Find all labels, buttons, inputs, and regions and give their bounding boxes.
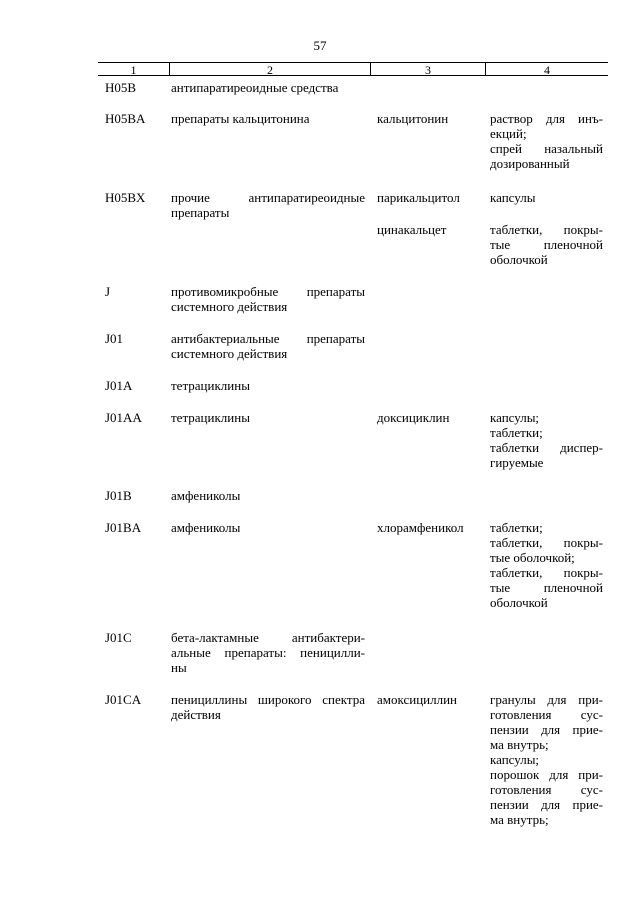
form-line: екций; [490,126,527,141]
form-line: готовления сус- [490,782,603,797]
form-line: дозированный [490,156,570,171]
group-line: действия [171,707,221,722]
dosage-forms [490,190,603,205]
group-name [171,331,365,361]
form-line: готовления сус- [490,707,603,722]
group-name [171,630,365,675]
atc-code: J01BA [105,520,142,535]
group-line: прочие антипаратиреоидные [171,190,365,205]
dosage-forms [490,520,603,610]
form-line: оболочкой [490,252,548,267]
group-name: амфениколы [171,520,241,535]
group-name [171,284,365,314]
group-name [171,692,365,722]
group-line: системного действия [171,299,288,314]
form-line: капсулы; [490,410,540,425]
form-line: ма внутрь; [490,737,549,752]
form-line: гируемые [490,455,544,470]
group-name: препараты кальцитонина [171,111,310,126]
form-line: спрей назальный [490,141,603,156]
group-line: антибактериальные препараты [171,331,365,346]
column-header-2: 2 [169,62,370,76]
group-name: антипаратиреоидные средства [171,80,339,95]
drug-name: амоксициллин [377,692,458,707]
form-line: ма внутрь; [490,812,549,827]
dosage-forms [490,692,603,827]
form-line: таблетки; [490,425,543,440]
column-header-4: 4 [485,62,608,76]
atc-code: J [105,284,111,299]
form-line: тые оболочкой; [490,550,575,565]
drug-name: цинакальцет [377,222,447,237]
form-line: таблетки, покры- [490,222,603,237]
form-line: тые пленочной [490,237,603,252]
group-line: бета-лактамные антибактери- [171,630,365,645]
drug-name: доксициклин [377,410,450,425]
dosage-forms [490,410,603,470]
group-line: препараты [171,205,230,220]
group-name: тетрациклины [171,410,250,425]
page-number: 57 [313,38,327,53]
atc-code: J01A [105,378,133,393]
atc-code: J01AA [105,410,142,425]
form-line: таблетки, покры- [490,565,603,580]
form-line: гранулы для при- [490,692,603,707]
atc-code: H05BA [105,111,146,126]
atc-code: J01CA [105,692,142,707]
dosage-forms [490,222,603,267]
column-header-1: 1 [98,62,169,76]
atc-code: H05BX [105,190,146,205]
atc-code: J01C [105,630,132,645]
form-line: тые пленочной [490,580,603,595]
form-line: пензии для прие- [490,722,603,737]
atc-code: H05B [105,80,137,95]
form-line: капсулы; [490,752,540,767]
group-name: амфениколы [171,488,241,503]
form-line: раствор для инъ- [490,111,603,126]
drug-name: кальцитонин [377,111,449,126]
form-line: таблетки, покры- [490,535,603,550]
atc-code: J01 [105,331,124,346]
form-line: таблетки; [490,520,543,535]
group-line: ны [171,660,187,675]
drug-name: хлорамфеникол [377,520,464,535]
group-line: пенициллины широкого спектра [171,692,365,707]
group-line: альные препараты: пеницилли- [171,645,365,660]
group-line: системного действия [171,346,288,361]
form-line: капсулы [490,190,536,205]
form-line: оболочкой [490,595,548,610]
group-name: тетрациклины [171,378,250,393]
dosage-forms [490,111,603,171]
form-line: порошок для при- [490,767,603,782]
group-name [171,190,365,220]
form-line: таблетки диспер- [490,440,603,455]
group-line: противомикробные препараты [171,284,365,299]
drug-name: парикальцитол [377,190,460,205]
table-header [98,62,608,76]
column-header-3: 3 [370,62,485,76]
atc-code: J01B [105,488,132,503]
form-line: пензии для прие- [490,797,603,812]
